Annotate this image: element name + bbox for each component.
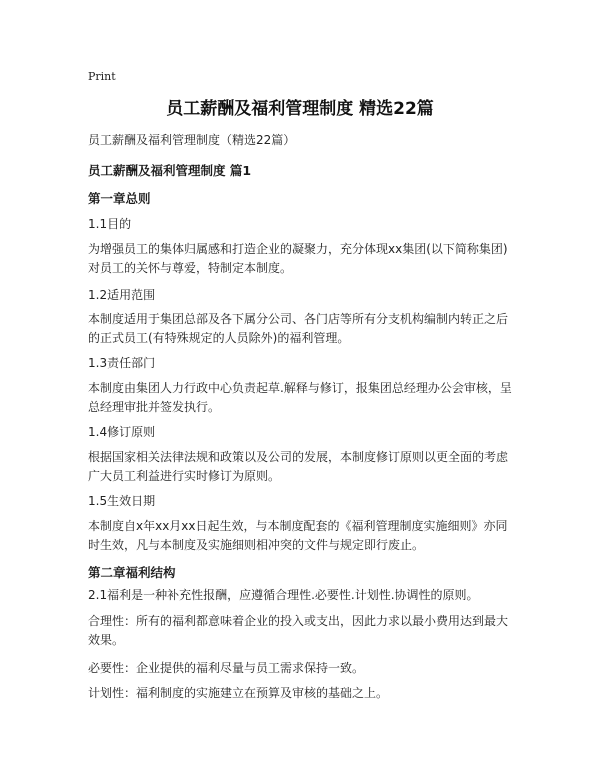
chapter-2-paragraph: 合理性：所有的福利都意味着企业的投入或支出，因此力求以最小费用达到最大效果。 <box>88 614 509 647</box>
item-1-2-text: 本制度适用于集团总部及各下属分公司、各门店等所有分支机构编制内转正之后的正式员工(有特殊规定的人员除外)的福利管理。 <box>88 312 509 345</box>
section-heading: 员工薪酬及福利管理制度 篇1 <box>88 163 252 178</box>
item-1-4-heading: 1.4修订原则 <box>88 425 156 439</box>
chapter-2-paragraph: 必要性：企业提供的福利尽量与员工需求保持一致。 <box>88 661 365 675</box>
item-1-2-heading: 1.2适用范围 <box>88 288 156 302</box>
chapter-2-paragraph: 计划性：福利制度的实施建立在预算及审核的基础之上。 <box>88 686 389 700</box>
chapter-1-title: 第一章总则 <box>88 191 151 206</box>
item-1-1-heading: 1.1目的 <box>88 217 132 231</box>
chapter-2-paragraph: 2.1福利是一种补充性报酬，应遵循合理性.必要性.计划性.协调性的原则。 <box>88 588 479 602</box>
item-1-1-text: 为增强员工的集体归属感和打造企业的凝聚力，充分体现xx集团(以下简称集团)对员工的关怀与尊爱，特制定本制度。 <box>88 242 508 275</box>
item-1-3-text: 本制度由集团人力行政中心负责起草.解释与修订，报集团总经理办公会审核，呈总经理审批并签发执行。 <box>88 381 512 414</box>
item-1-4-text: 根据国家相关法律法规和政策以及公司的发展，本制度修订原则以更全面的考虑广大员工利益进行实时修订为原则。 <box>88 450 509 483</box>
document-title: 员工薪酬及福利管理制度 精选22篇 <box>166 99 434 119</box>
document-subtitle: 员工薪酬及福利管理制度（精选22篇） <box>88 133 296 147</box>
item-1-3-heading: 1.3责任部门 <box>88 356 156 370</box>
item-1-5-text: 本制度自x年xx月xx日起生效，与本制度配套的《福利管理制度实施细则》亦同时生效，凡与本制度及实施细则相冲突的文件与规定即行废止。 <box>88 519 508 552</box>
item-1-5-heading: 1.5生效日期 <box>88 494 156 508</box>
print-label[interactable]: Print <box>88 70 116 83</box>
chapter-2-title: 第二章福利结构 <box>88 565 176 580</box>
